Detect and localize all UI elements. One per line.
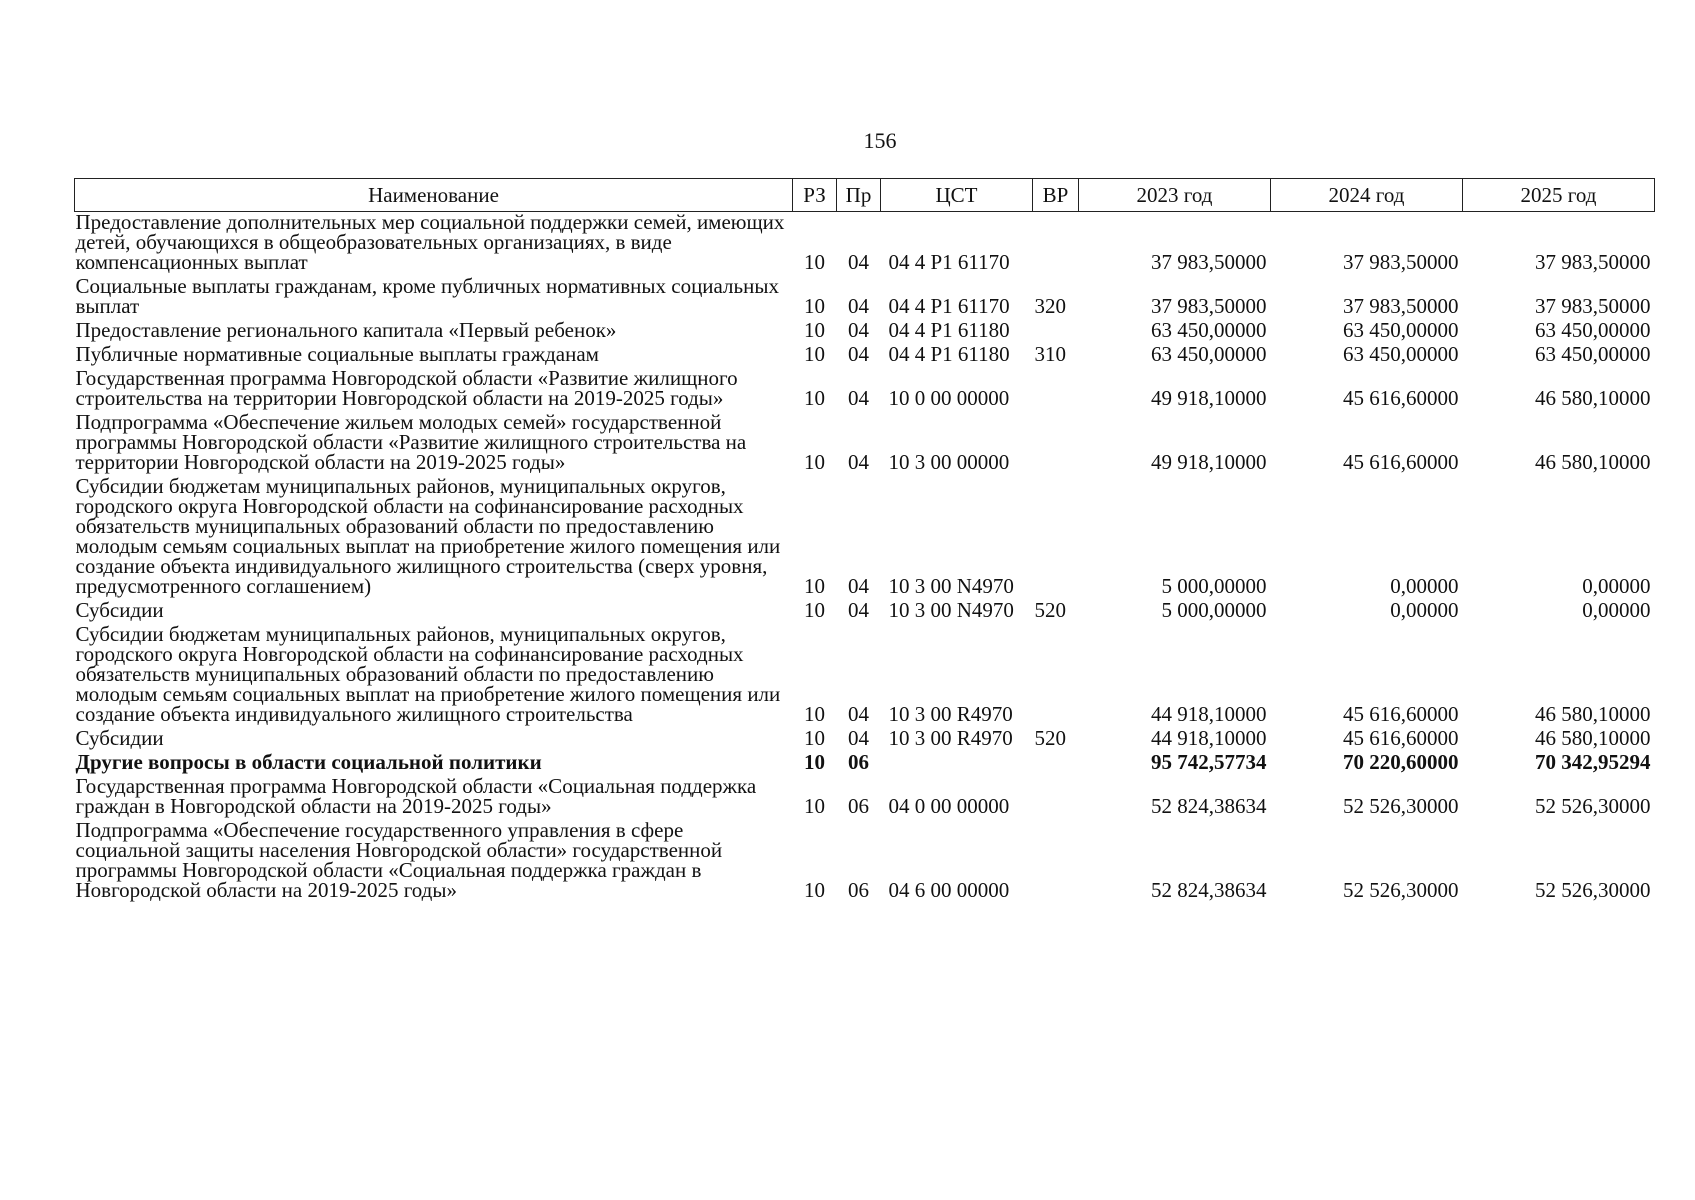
cell-2024: 45 616,60000 [1343,726,1459,750]
cell-cst [881,752,1033,776]
cell-2023: 49 918,10000 [1151,450,1267,474]
cell-2025: 63 450,00000 [1535,318,1651,342]
cell-2025: 0,00000 [1582,598,1651,622]
header-name: Наименование [75,179,793,212]
cell-pr: 04 [848,574,869,598]
cell-2024: 63 450,00000 [1343,342,1459,366]
cell-2023: 63 450,00000 [1151,342,1267,366]
header-2024: 2024 год [1271,179,1463,212]
cell-2024: 45 616,60000 [1343,450,1459,474]
cell-2025: 0,00000 [1582,574,1651,598]
cell-pr: 04 [848,702,869,726]
cell-pr: 04 [848,450,869,474]
table-row [75,600,1655,624]
cell-pr: 04 [848,342,869,366]
cell-vr [1033,776,1079,820]
cell-2023: 5 000,00000 [1161,574,1267,598]
cell-2023: 49 918,10000 [1151,386,1267,410]
cell-2025: 70 342,95294 [1535,750,1651,774]
cell-rz: 10 [804,794,825,818]
header-vr: ВР [1033,179,1079,212]
table-row [75,344,1655,368]
cell-name: Социальные выплаты гражданам, кроме публичных нормативных социальных выплат [75,274,779,318]
cell-name: Подпрограмма «Обеспечение государственного управления в сфере социальной защиты населения Новгородской области» государственной программы Новгородской области «Социальная поддержка граждан в Новгородской области на 2019-2025 годы» [75,818,723,902]
cell-2025: 46 580,10000 [1535,386,1651,410]
cell-pr: 04 [848,598,869,622]
cell-vr [1033,320,1079,344]
cell-2024: 37 983,50000 [1343,294,1459,318]
cell-vr [1033,368,1079,412]
cell-rz: 10 [804,878,825,902]
cell-2024: 0,00000 [1390,598,1459,622]
table-row [75,368,1655,412]
cell-pr: 06 [848,794,869,818]
cell-2023: 5 000,00000 [1161,598,1267,622]
table-row [75,276,1655,320]
cell-name: Субсидии [75,726,164,750]
cell-2024: 0,00000 [1390,574,1459,598]
cell-cst: 10 3 00 N4970 [888,598,1014,622]
page-number: 156 [863,128,897,153]
cell-cst: 04 4 P1 61180 [888,318,1010,342]
cell-name: Предоставление регионального капитала «Первый ребенок» [75,318,617,342]
cell-name: Другие вопросы в области социальной политики [75,750,542,774]
cell-pr: 04 [848,386,869,410]
cell-2025: 37 983,50000 [1535,250,1651,274]
cell-pr: 06 [848,878,869,902]
table-row [75,320,1655,344]
cell-name: Государственная программа Новгородской области «Социальная поддержка граждан в Новгородской области на 2019-2025 годы» [75,774,757,818]
cell-2023: 63 450,00000 [1151,318,1267,342]
cell-cst: 10 3 00 R4970 [888,726,1013,750]
cell-name: Государственная программа Новгородской области «Развитие жилищного строительства на территории Новгородской области на 2019-2025 годы» [75,366,738,410]
header-2025: 2025 год [1463,179,1655,212]
cell-vr [1033,752,1079,776]
cell-vr: 320 [1034,294,1066,318]
cell-rz: 10 [804,318,825,342]
cell-rz: 10 [804,386,825,410]
table-row [75,476,1655,600]
cell-2024: 63 450,00000 [1343,318,1459,342]
cell-name: Публичные нормативные социальные выплаты гражданам [75,342,599,366]
cell-vr [1033,212,1079,277]
cell-2025: 52 526,30000 [1535,878,1651,902]
cell-cst: 10 3 00 N4970 [888,574,1014,598]
cell-rz: 10 [804,750,825,774]
cell-pr: 06 [848,750,869,774]
cell-2023: 95 742,57734 [1151,750,1267,774]
table-body [75,212,1655,905]
table-header [75,179,1655,212]
cell-2023: 44 918,10000 [1151,702,1267,726]
cell-name: Подпрограмма «Обеспечение жильем молодых семей» государственной программы Новгородской области «Развитие жилищного строительства на территории Новгородской области на 2019-2025 годы» [75,410,747,474]
cell-2025: 52 526,30000 [1535,794,1651,818]
table-row [75,752,1655,776]
cell-name: Предоставление дополнительных мер социальной поддержки семей, имеющих детей, обучающихся в общеобразовательных организациях, в виде компенсационных выплат [75,210,785,274]
cell-rz: 10 [804,726,825,750]
cell-2023: 44 918,10000 [1151,726,1267,750]
cell-2025: 46 580,10000 [1535,450,1651,474]
cell-2025: 46 580,10000 [1535,726,1651,750]
cell-pr: 04 [848,294,869,318]
cell-2024: 45 616,60000 [1343,702,1459,726]
cell-name: Субсидии [75,598,164,622]
table-row [75,212,1655,277]
table-row [75,776,1655,820]
cell-rz: 10 [804,598,825,622]
cell-2023: 37 983,50000 [1151,250,1267,274]
cell-2024: 70 220,60000 [1343,750,1459,774]
cell-vr: 520 [1034,726,1066,750]
cell-cst: 10 0 00 00000 [888,386,1010,410]
cell-2024: 45 616,60000 [1343,386,1459,410]
header-row [75,179,1655,212]
cell-vr: 520 [1034,598,1066,622]
cell-cst: 10 3 00 R4970 [888,702,1013,726]
header-2023: 2023 год [1079,179,1271,212]
table-row [75,412,1655,476]
cell-rz: 10 [804,574,825,598]
cell-cst: 04 6 00 00000 [888,878,1010,902]
cell-pr: 04 [848,318,869,342]
cell-pr: 04 [848,726,869,750]
cell-2024: 52 526,30000 [1343,794,1459,818]
header-cst: ЦСТ [881,179,1033,212]
cell-vr [1033,820,1079,904]
cell-cst: 04 4 P1 61180 [888,342,1010,366]
cell-cst: 04 4 P1 61170 [888,294,1010,318]
table-row [75,820,1655,904]
cell-rz: 10 [804,342,825,366]
cell-2024: 52 526,30000 [1343,878,1459,902]
cell-vr [1033,412,1079,476]
cell-2023: 37 983,50000 [1151,294,1267,318]
cell-2024: 37 983,50000 [1343,250,1459,274]
cell-rz: 10 [804,250,825,274]
cell-2023: 52 824,38634 [1151,794,1267,818]
cell-cst: 04 0 00 00000 [888,794,1010,818]
cell-2025: 63 450,00000 [1535,342,1651,366]
cell-cst: 10 3 00 00000 [888,450,1010,474]
cell-rz: 10 [804,294,825,318]
header-pr: Пр [837,179,881,212]
budget-table [74,178,1655,904]
budget-table-container [74,178,1654,904]
cell-rz: 10 [804,702,825,726]
cell-vr [1033,624,1079,728]
cell-vr [1033,476,1079,600]
cell-2025: 46 580,10000 [1535,702,1651,726]
table-row [75,624,1655,728]
cell-vr: 310 [1034,342,1066,366]
cell-2023: 52 824,38634 [1151,878,1267,902]
header-rz: РЗ [793,179,837,212]
cell-2025: 37 983,50000 [1535,294,1651,318]
cell-rz: 10 [804,450,825,474]
table-row [75,728,1655,752]
cell-pr: 04 [848,250,869,274]
cell-cst: 04 4 P1 61170 [888,250,1010,274]
cell-name: Субсидии бюджетам муниципальных районов, муниципальных округов, городского округа Новгородской области на софинансирование расходных обязательств муниципальных образований области по предоставлению молодым семьям социальных выплат на приобретение жилого помещения или создание объекта индивидуального жилищного строительства [75,622,781,726]
cell-name: Субсидии бюджетам муниципальных районов, муниципальных округов, городского округа Новгородской области на софинансирование расходных обязательств муниципальных образований области по предоставлению молодым семьям социальных выплат на приобретение жилого помещения или создание объекта индивидуального жилищного строительства (сверх уровня, предусмотренного соглашением) [75,474,781,598]
